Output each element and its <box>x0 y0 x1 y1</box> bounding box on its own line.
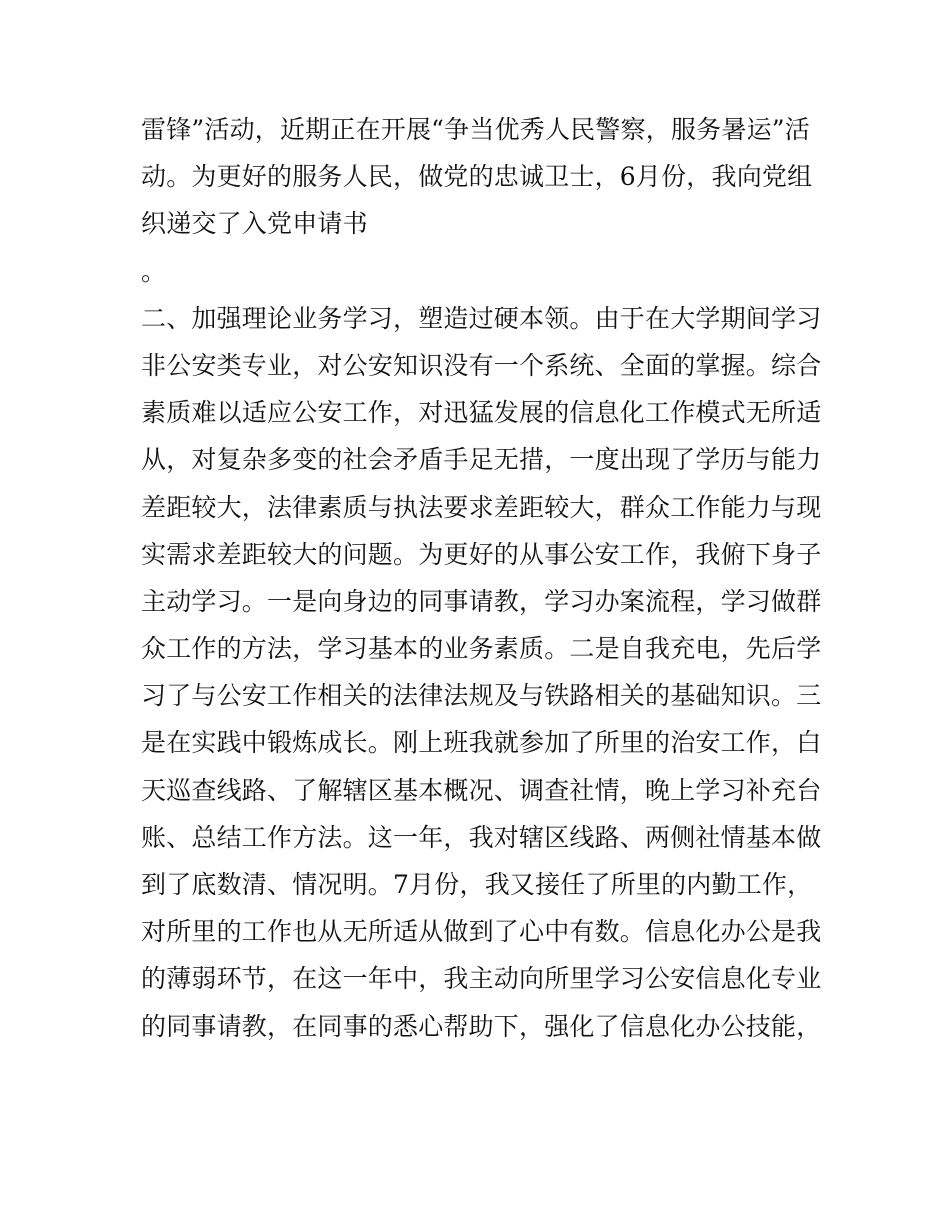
body-text <box>141 106 821 1050</box>
text-line: 的同事请教，在同事的悉心帮助下，强化了信息化办公技能， <box>141 1011 822 1041</box>
text-line: 对所里的工作也从无所适从做到了心中有数。信息化办公是我 <box>141 917 822 947</box>
text-line: 主动学习。一是向身边的同事请教，学习办案流程，学习做群 <box>141 586 822 616</box>
text-line: 差距较大，法律素质与执法要求差距较大，群众工作能力与现 <box>141 492 822 522</box>
text-line: 。 <box>141 256 167 286</box>
text-line: 素质难以适应公安工作，对迅猛发展的信息化工作模式无所适 <box>141 398 822 428</box>
section-heading-line: 二、加强理论业务学习，塑造过硬本领。由于在大学期间学习 <box>141 303 822 333</box>
text-line: 众工作的方法，学习基本的业务素质。二是自我充电，先后学 <box>141 634 822 664</box>
text-line: 到了底数清、情况明。7月份，我又接任了所里的内勤工作， <box>141 870 813 899</box>
text-line: 实需求差距较大的问题。为更好的从事公安工作，我俯下身子 <box>141 539 822 569</box>
text-line: 动。为更好的服务人民，做党的忠诚卫士，6月份，我向党组 <box>141 162 813 192</box>
text-line: 是在实践中锻炼成长。刚上班我就参加了所里的治安工作，白 <box>141 728 822 758</box>
text-line: 从，对复杂多变的社会矛盾手足无措，一度出现了学历与能力 <box>141 445 822 475</box>
text-line: 账、总结工作方法。这一年，我对辖区线路、两侧社情基本做 <box>141 822 822 852</box>
text-line: 非公安类专业，对公安知识没有一个系统、全面的掌握。综合 <box>141 350 822 380</box>
text-line: 织递交了入党申请书 <box>141 209 368 239</box>
text-line: 习了与公安工作相关的法律法规及与铁路相关的基础知识。三 <box>141 681 822 711</box>
text-line: 的薄弱环节，在这一年中，我主动向所里学习公安信息化专业 <box>141 964 822 994</box>
text-line: 天巡查线路、了解辖区基本概况、调查社情，晚上学习补充台 <box>141 775 822 805</box>
text-line: 雷锋”活动，近期正在开展“争当优秀人民警察，服务暑运”活 <box>141 115 810 144</box>
